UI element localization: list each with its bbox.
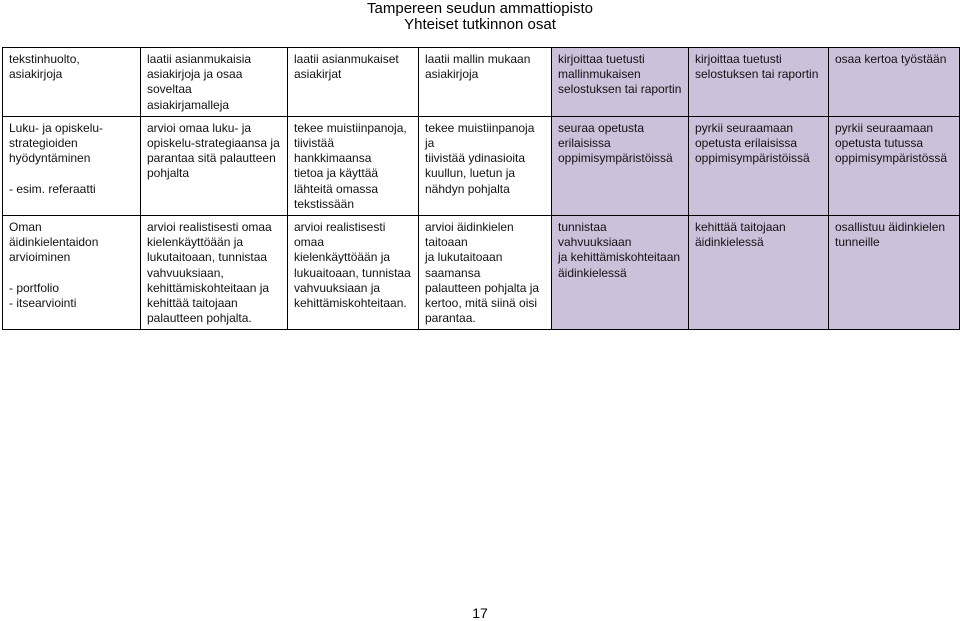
criteria-cell: osallistuu äidinkielen tunneille [829, 216, 960, 330]
table-row [3, 216, 960, 330]
criteria-cell: kehittää taitojaan äidinkielessä [689, 216, 829, 330]
header-school-name: Tampereen seudun ammattiopisto [367, 0, 593, 17]
topic-cell: tekstinhuolto, asiakirjoja [3, 48, 141, 117]
criteria-cell: arvioi äidinkielen taitoaan ja lukutaitoaan saamansa palautteen pohjalta ja kertoo, mitä siinä oisi parantaa. [419, 216, 552, 330]
criteria-cell: pyrkii seuraamaan opetusta tutussa oppimisympäristössä [829, 116, 960, 215]
header-subtitle: Yhteiset tutkinnon osat [404, 16, 556, 33]
criteria-cell: osaa kertoa työstään [829, 48, 960, 117]
criteria-cell: arvioi realistisesti omaa kielenkäyttöään ja lukutaitoaan, tunnistaa vahvuuksiaan, kehittämiskohteitaan ja kehittää taitojaan palautteen pohjalta. [141, 216, 288, 330]
topic-cell: Luku- ja opiskelu- strategioiden hyödyntäminen - esim. referaatti [3, 116, 141, 215]
criteria-cell: kirjoittaa tuetusti mallinmukaisen selostuksen tai raportin [552, 48, 689, 117]
criteria-cell: tekee muistiinpanoja ja tiivistää ydinasioita kuullun, luetun ja nähdyn pohjalta [419, 116, 552, 215]
criteria-table [2, 47, 960, 330]
criteria-cell: arvioi realistisesti omaa kielenkäyttöään ja lukuaitoaan, tunnistaa vahvuuksiaan ja kehittämiskohteitaan. [288, 216, 419, 330]
table-row [3, 48, 960, 117]
criteria-cell: seuraa opetusta erilaisissa oppimisympäristöissä [552, 116, 689, 215]
criteria-cell: arvioi omaa luku- ja opiskelu-strategiaansa ja parantaa sitä palautteen pohjalta [141, 116, 288, 215]
page-number: 17 [472, 605, 488, 621]
criteria-cell: pyrkii seuraamaan opetusta erilaisissa oppimisympäristöissä [689, 116, 829, 215]
criteria-cell: tekee muistiinpanoja, tiivistää hankkimaansa tietoa ja käyttää lähteitä omassa tekstissään [288, 116, 419, 215]
criteria-cell: laatii asianmukaisia asiakirjoja ja osaa soveltaa asiakirjamalleja [141, 48, 288, 117]
criteria-cell: laatii asianmukaiset asiakirjat [288, 48, 419, 117]
table-row [3, 116, 960, 215]
criteria-cell: kirjoittaa tuetusti selostuksen tai raportin [689, 48, 829, 117]
topic-cell: Oman äidinkielentaidon arvioiminen - portfolio - itsearviointi [3, 216, 141, 330]
criteria-cell: laatii mallin mukaan asiakirjoja [419, 48, 552, 117]
criteria-cell: tunnistaa vahvuuksiaan ja kehittämiskohteitaan äidinkielessä [552, 216, 689, 330]
